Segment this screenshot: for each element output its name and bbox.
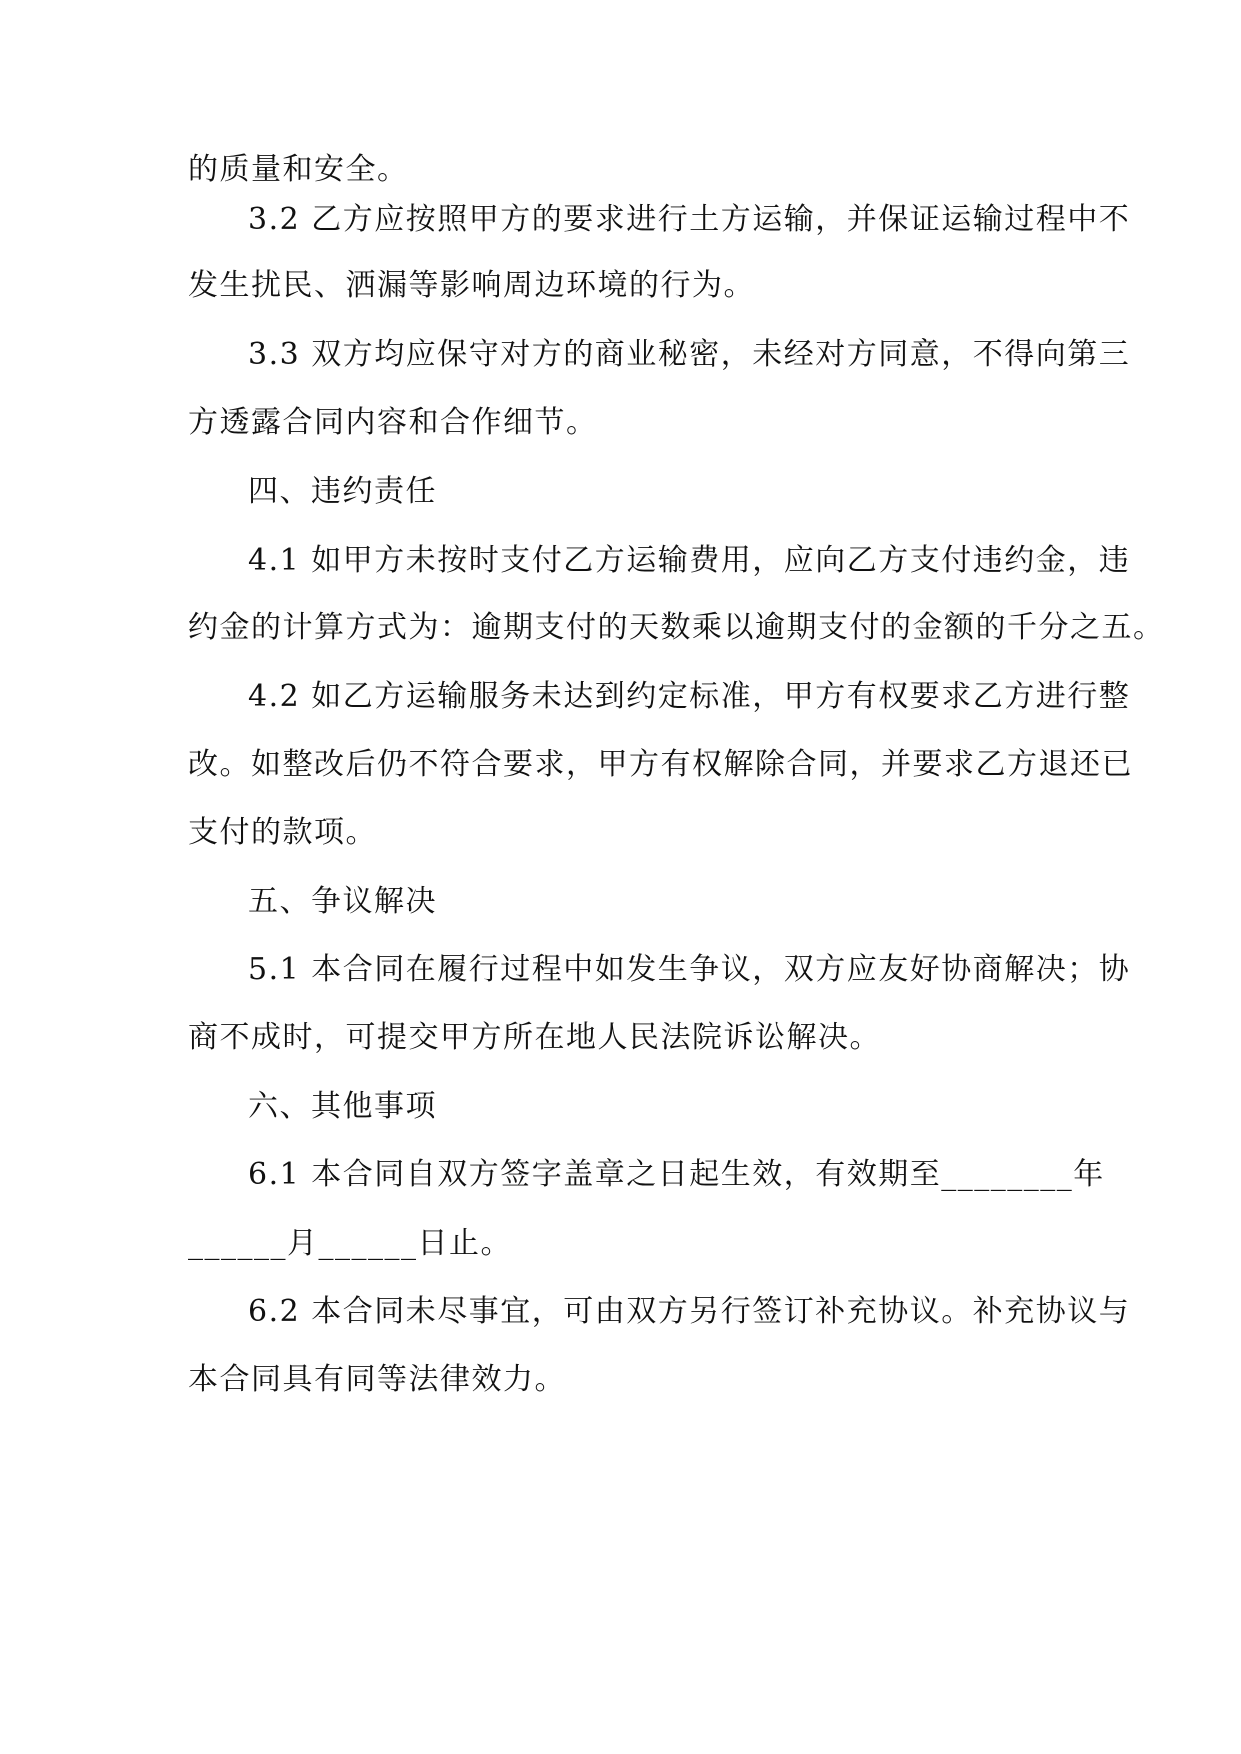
text-line: 本合同具有同等法律效力。 <box>188 1362 566 1397</box>
clause-4-1: 4.1 如甲方未按时支付乙方运输费用，应向乙方支付违约金，违 <box>248 543 1131 578</box>
section-heading-4: 四、违约责任 <box>248 474 437 509</box>
text-line: 方透露合同内容和合作细节。 <box>188 405 598 440</box>
text-line: 的质量和安全。 <box>188 152 409 187</box>
text-line: 商不成时，可提交甲方所在地人民法院诉讼解决。 <box>188 1020 881 1055</box>
clause-6-1: 6.1 本合同自双方签字盖章之日起生效，有效期至________年 <box>248 1157 1105 1192</box>
text-line: 支付的款项。 <box>188 815 377 850</box>
clause-3-3: 3.3 双方均应保守对方的商业秘密，未经对方同意，不得向第三 <box>248 337 1131 372</box>
section-heading-5: 五、争议解决 <box>248 884 437 919</box>
text-line: ______月______日止。 <box>188 1226 512 1261</box>
text-line: 发生扰民、洒漏等影响周边环境的行为。 <box>188 268 755 303</box>
clause-3-2: 3.2 乙方应按照甲方的要求进行土方运输，并保证运输过程中不 <box>248 202 1131 237</box>
clause-4-2: 4.2 如乙方运输服务未达到约定标准，甲方有权要求乙方进行整 <box>248 679 1131 714</box>
section-heading-6: 六、其他事项 <box>248 1089 437 1124</box>
text-line: 约金的计算方式为：逾期支付的天数乘以逾期支付的金额的千分之五。 <box>188 610 1165 645</box>
clause-6-2: 6.2 本合同未尽事宜，可由双方另行签订补充协议。补充协议与 <box>248 1294 1131 1329</box>
text-line: 改。如整改后仍不符合要求，甲方有权解除合同，并要求乙方退还已 <box>188 747 1133 782</box>
clause-5-1: 5.1 本合同在履行过程中如发生争议，双方应友好协商解决；协 <box>248 952 1131 987</box>
